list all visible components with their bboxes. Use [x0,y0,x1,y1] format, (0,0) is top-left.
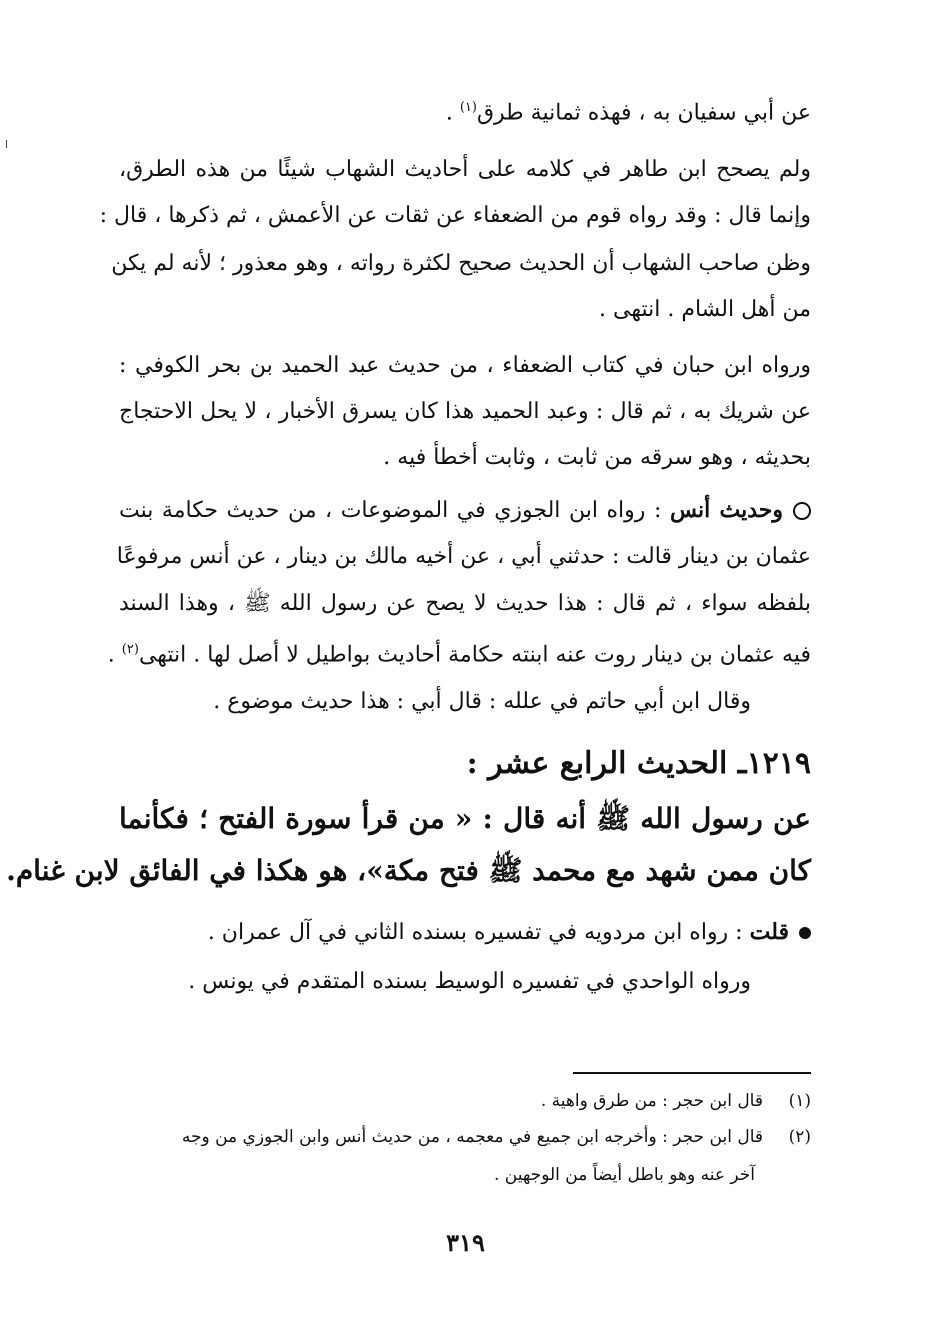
footnote-1 [101,1084,811,1118]
paragraph-2-line-2: وإنما قال : وقد رواه قوم من الضعفاء عن ثقات عن الأعمش ، ثم ذكرها ، قال : [99,203,811,228]
note-lead: قلت [749,919,789,945]
footnote-ref-2[interactable]: (٢) [121,642,139,657]
margin-mark [6,140,7,148]
paragraph-2-line-4: من أهل الشام . انتهى . [599,297,811,322]
hadith-heading: ١٢١٩ـ الحديث الرابع عشر : [466,746,811,781]
text: . [445,100,460,126]
paragraph-1-line-1 [119,88,811,128]
footnote-number: (١) [788,1091,811,1111]
paragraph-4-line-3: بلفظه سواء ، ثم قال : هذا حديث لا يصح عن رسول الله ﷺ ، وهذا السند [119,591,811,616]
note-line-2: ورواه الواحدي في تفسيره الوسيط بسنده المتقدم في يونس . [188,969,751,994]
footnote-divider [573,1072,811,1074]
page-number: ٣١٩ [446,1228,485,1257]
paragraph-3-line-2: عن شريك به ، ثم قال : وعبد الحميد هذا كان يسرق الأخبار ، لا يحل الاحتجاج [119,399,811,424]
text: : رواه ابن مردويه في تفسيره بسنده الثاني في آل عمران . [207,920,743,945]
text: فيه عثمان بن دينار روت عنه ابنته حكامة أحاديث بواطيل لا أصل لها . انتهى [138,642,811,668]
text: عن أبي سفيان به ، فهذه ثمانية طرق [476,100,811,126]
footnote-text: قال ابن حجر : من طرق واهية . [540,1091,763,1111]
text: : رواه ابن الجوزي في الموضوعات ، من حديث حكامة بنت [119,498,662,523]
hadith-line-2: كان ممن شهد مع محمد ﷺ فتح مكة»، هو هكذا في الفائق لابن غنام. [6,854,811,887]
footnote-number: (٢) [788,1127,811,1147]
paragraph-2-line-1: ولم يصحح ابن طاهر في كلامه على أحاديث الشهاب شيئًا من هذه الطرق، [119,157,811,182]
circle-bullet-icon [793,502,811,520]
paragraph-4-line-2: عثمان بن دينار قالت : حدثني أبي ، عن أخيه مالك بن دينار ، عن أنس مرفوعًا [116,544,811,569]
paragraph-4-line-1 [119,490,811,530]
footnote-2 [101,1120,811,1154]
paragraph-3-line-3: بحديثه ، وهو سرقه من ثابت ، وثابت أخطأ فيه . [383,445,811,470]
footnote-2-continuation: آخر عنه وهو باطل أيضاً من الوجهين . [493,1165,755,1185]
footnote-ref-1[interactable]: (١) [459,100,477,115]
paragraph-2-line-3: وظن صاحب الشهاب أن الحديث صحيح لكثرة رواته ، وهو معذور ؛ لأنه لم يكن [111,251,811,276]
text: . [107,642,122,668]
note-line-1 [119,912,811,952]
paragraph-3-line-1: ورواه ابن حبان في كتاب الضعفاء ، من حديث عبد الحميد بن بحر الكوفي : [119,353,811,378]
paragraph-4-line-4 [107,630,811,670]
dot-bullet-icon [799,927,811,939]
hadith-line-1: عن رسول الله ﷺ أنه قال : « من قرأ سورة الفتح ؛ فكأنما [119,802,811,835]
paragraph-4-lead: وحديث أنس [669,497,783,523]
paragraph-5-line-1: وقال ابن أبي حاتم في علله : قال أبي : هذا حديث موضوع . [213,689,751,714]
footnote-text: قال ابن حجر : وأخرجه ابن جميع في معجمه ، من حديث أنس وابن الجوزي من وجه [181,1127,763,1147]
